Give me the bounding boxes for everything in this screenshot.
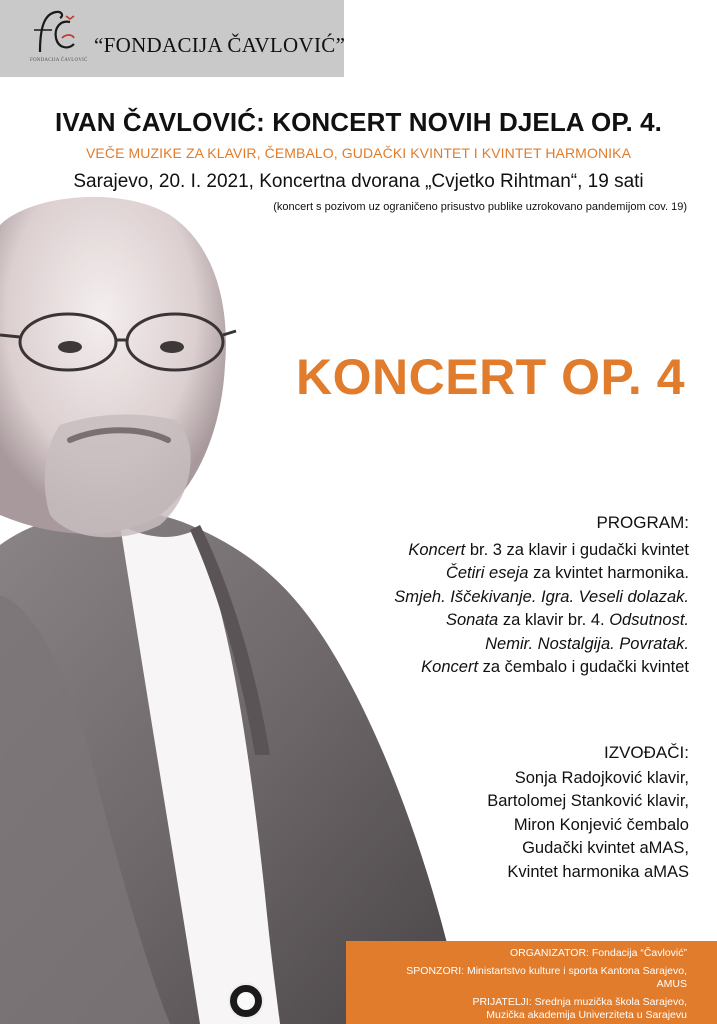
concert-big-title: KONCERT OP. 4 bbox=[296, 349, 685, 405]
program-line: Koncert br. 3 za klavir i gudački kvintet bbox=[408, 540, 689, 559]
footer-sponsors-2: AMUS bbox=[656, 978, 687, 990]
footer-sponsors: SPONZORI: Ministartstvo kulture i sporta Kantona Sarajevo, bbox=[406, 965, 687, 977]
program-line: Četiri eseja za kvintet harmonika. bbox=[445, 564, 689, 582]
event-date-venue: Sarajevo, 20. I. 2021, Koncertna dvorana „Cvjetko Rihtman“, 19 sati bbox=[73, 171, 644, 192]
lapel-badge-icon bbox=[228, 983, 264, 1019]
foundation-name: “FONDACIJA ČAVLOVIĆ” bbox=[94, 33, 346, 57]
program-line: Sonata za klavir br. 4. Odsutnost. bbox=[445, 611, 689, 629]
event-note: (koncert s pozivom uz ograničeno prisustvo publike uzrokovano pandemijom cov. 19) bbox=[273, 201, 687, 213]
program-heading: PROGRAM: bbox=[596, 513, 689, 532]
logo-caption: FONDACIJA ČAVLOVIĆ bbox=[30, 58, 88, 63]
performers-section bbox=[487, 741, 689, 884]
footer-credits bbox=[346, 941, 717, 1024]
event-subtitle: VEČE MUZIKE ZA KLAVIR, ČEMBALO, GUDAČKI KVINTET I KVINTET HARMONIKA bbox=[85, 145, 632, 161]
footer-organizer: ORGANIZATOR: Fondacija “Čavlović” bbox=[510, 947, 687, 959]
program-line: Nemir. Nostalgija. Povratak. bbox=[485, 634, 689, 653]
footer-friends-2: Muzička akademija Univerziteta u Sarajevu bbox=[486, 1009, 687, 1021]
performer-line: Bartolomej Stanković klavir, bbox=[487, 792, 689, 810]
program-line: Smjeh. Iščekivanje. Igra. Veseli dolazak. bbox=[394, 587, 689, 606]
performer-line: Gudački kvintet aMAS, bbox=[522, 839, 689, 857]
performer-line: Kvintet harmonika aMAS bbox=[507, 862, 689, 881]
header-bar bbox=[0, 0, 344, 77]
performer-line: Miron Konjević čembalo bbox=[513, 815, 689, 834]
program-section bbox=[394, 511, 689, 680]
performers-heading: IZVOĐAČI: bbox=[603, 743, 689, 762]
performer-line: Sonja Radojković klavir, bbox=[514, 768, 689, 787]
event-title: IVAN ČAVLOVIĆ: KONCERT NOVIH DJELA OP. 4. bbox=[55, 107, 662, 137]
program-line: Koncert za čembalo i gudački kvintet bbox=[421, 658, 689, 676]
footer-friends: PRIJATELJI: Srednja muzička škola Sarajevo, bbox=[472, 996, 687, 1008]
composer-portrait bbox=[0, 195, 450, 1024]
